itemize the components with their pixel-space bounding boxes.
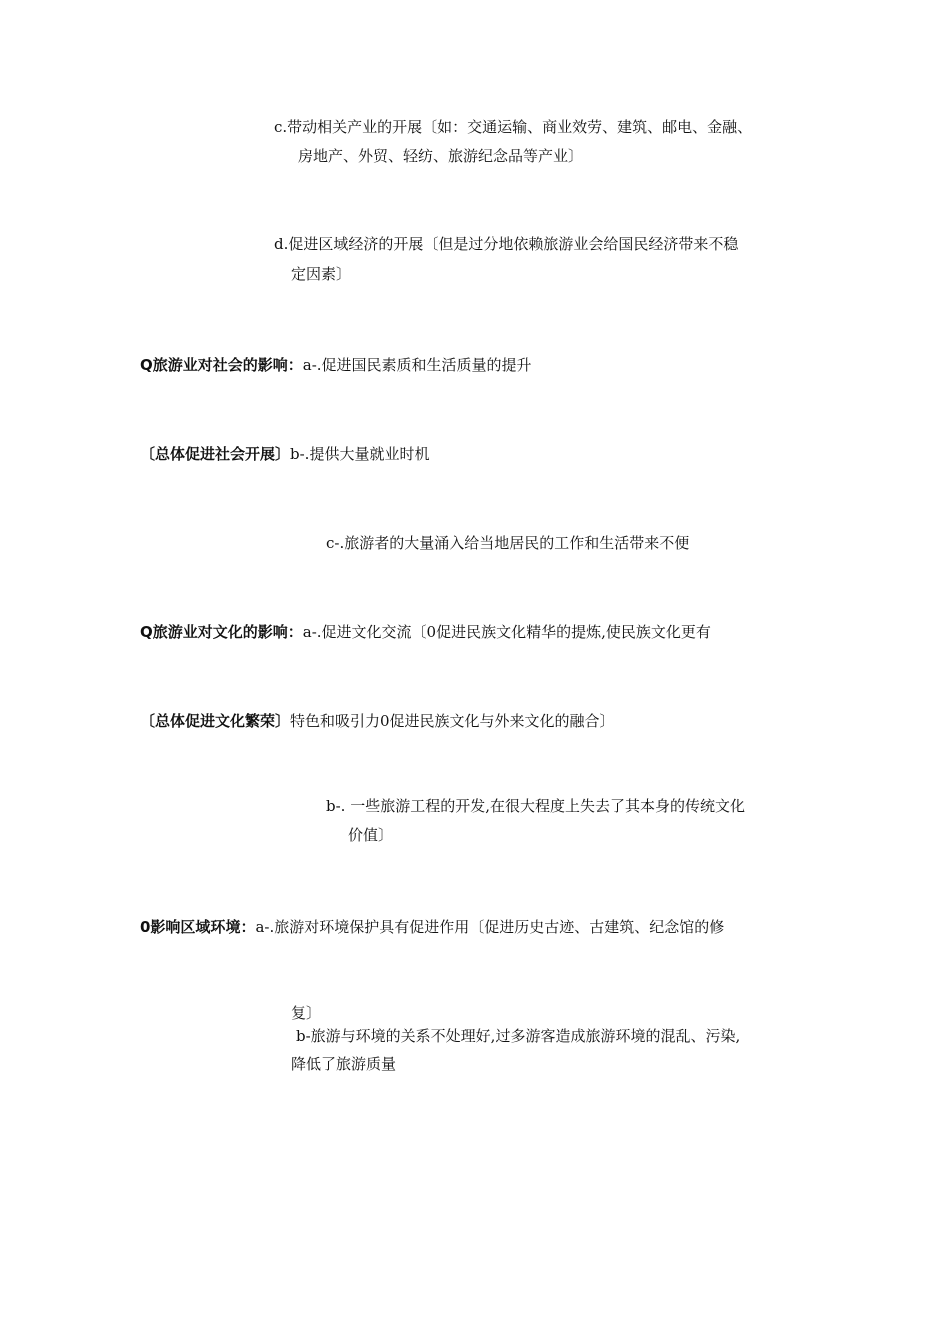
society-sub-heading: 〔总体促进社会开展〕 (140, 445, 291, 463)
environment-section (140, 917, 724, 937)
economy-item-c-line1: c.带动相关产业的开展〔如：交通运输、商业效劳、建筑、邮电、金融、 (274, 118, 753, 136)
culture-item-a: a-.促进文化交流〔0促进民族文化精华的提炼,使民族文化更有 (302, 623, 711, 641)
economy-item-d-line1: d.促进区域经济的开展〔但是过分地依赖旅游业会给国民经济带来不稳 (274, 235, 739, 253)
environment-heading: 0影响区域环境： (140, 918, 256, 936)
culture-item-b-line1: b-. 一些旅游工程的开发,在很大程度上失去了其本身的传统文化 (326, 797, 745, 815)
culture-section (140, 622, 711, 642)
culture-sub-heading: 〔总体促进文化繁荣〕 (140, 712, 291, 730)
environment-item-a: a-.旅游对环境保护具有促进作用〔促进历史古迹、古建筑、纪念馆的修 (255, 918, 725, 936)
economy-item-c-line2: 房地产、外贸、轻纺、旅游纪念品等产业〕 (298, 147, 584, 165)
society-section (140, 355, 532, 375)
environment-item-b-line1: b-旅游与环境的关系不处理好,过多游客造成旅游环境的混乱、污染, (296, 1027, 741, 1045)
society-item-c: c-.旅游者的大量涌入给当地居民的工作和生活带来不便 (326, 534, 690, 552)
culture-item-a-continued: 特色和吸引力0促进民族文化与外来文化的融合〕 (290, 712, 615, 730)
society-subsection (140, 444, 429, 464)
economy-item-d-line2: 定因素〕 (291, 265, 352, 283)
society-item-b: b-.提供大量就业时机 (290, 445, 430, 463)
culture-item-b-line2: 价值〕 (348, 826, 394, 844)
society-item-a: a-.促进国民素质和生活质量的提升 (302, 356, 532, 374)
culture-heading: Q旅游业对文化的影响： (140, 623, 303, 641)
environment-item-b-line2: 降低了旅游质量 (291, 1055, 397, 1073)
culture-subsection (140, 711, 615, 731)
environment-item-a-continued: 复〕 (291, 1004, 322, 1022)
society-heading: Q旅游业对社会的影响： (140, 356, 303, 374)
